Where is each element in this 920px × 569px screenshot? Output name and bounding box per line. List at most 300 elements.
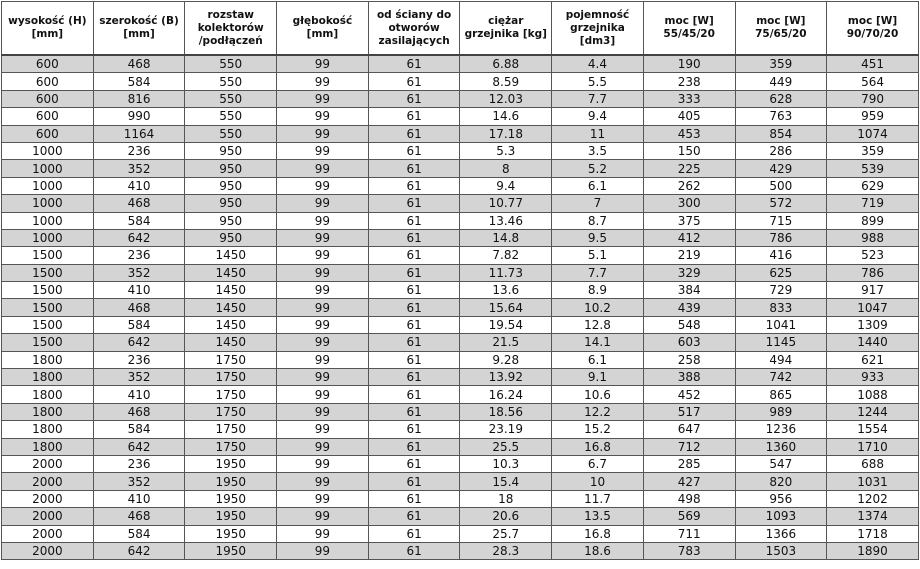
cell-collector-spacing: 550 (185, 90, 277, 107)
cell-capacity: 5.1 (552, 247, 644, 264)
cell-capacity: 8.7 (552, 212, 644, 229)
header-collector-spacing (185, 2, 277, 56)
cell-wall-distance: 61 (368, 542, 460, 559)
cell-power-90-70-20: 790 (827, 90, 919, 107)
cell-depth: 99 (277, 229, 369, 246)
cell-depth: 99 (277, 142, 369, 159)
table-row (2, 229, 919, 246)
cell-power-55-45-20: 603 (643, 334, 735, 351)
cell-power-75-65-20: 833 (735, 299, 827, 316)
table-row (2, 386, 919, 403)
cell-wall-distance: 61 (368, 334, 460, 351)
table-row (2, 55, 919, 73)
header-line: wysokość (H) (8, 15, 87, 27)
cell-capacity: 12.8 (552, 316, 644, 333)
cell-collector-spacing: 1450 (185, 334, 277, 351)
cell-power-55-45-20: 238 (643, 73, 735, 90)
cell-width: 642 (93, 438, 185, 455)
cell-width: 352 (93, 473, 185, 490)
cell-power-75-65-20: 763 (735, 108, 827, 125)
cell-power-90-70-20: 1718 (827, 525, 919, 542)
table-row (2, 282, 919, 299)
cell-collector-spacing: 1450 (185, 264, 277, 281)
cell-wall-distance: 61 (368, 108, 460, 125)
cell-power-75-65-20: 1236 (735, 421, 827, 438)
cell-depth: 99 (277, 212, 369, 229)
cell-power-75-65-20: 416 (735, 247, 827, 264)
cell-power-75-65-20: 625 (735, 264, 827, 281)
cell-weight: 8 (460, 160, 552, 177)
cell-power-90-70-20: 933 (827, 369, 919, 386)
table-row (2, 73, 919, 90)
cell-weight: 7.82 (460, 247, 552, 264)
table-row (2, 177, 919, 194)
cell-weight: 14.8 (460, 229, 552, 246)
radiator-spec-table (1, 1, 919, 560)
cell-width: 236 (93, 247, 185, 264)
cell-power-55-45-20: 384 (643, 282, 735, 299)
cell-wall-distance: 61 (368, 403, 460, 420)
cell-height: 1000 (2, 177, 94, 194)
cell-weight: 20.6 (460, 508, 552, 525)
cell-height: 600 (2, 90, 94, 107)
header-line: zasilających (378, 34, 450, 47)
cell-power-55-45-20: 569 (643, 508, 735, 525)
table-row (2, 542, 919, 559)
cell-wall-distance: 61 (368, 212, 460, 229)
table-row (2, 212, 919, 229)
cell-collector-spacing: 1950 (185, 508, 277, 525)
cell-power-75-65-20: 715 (735, 212, 827, 229)
table-row (2, 160, 919, 177)
cell-height: 600 (2, 73, 94, 90)
header-line: pojemność (565, 8, 630, 21)
cell-weight: 17.18 (460, 125, 552, 142)
cell-depth: 99 (277, 125, 369, 142)
cell-depth: 99 (277, 490, 369, 507)
header-line: 55/45/20 (663, 28, 715, 40)
cell-collector-spacing: 550 (185, 108, 277, 125)
cell-height: 1500 (2, 299, 94, 316)
cell-width: 410 (93, 490, 185, 507)
table-row (2, 90, 919, 107)
cell-wall-distance: 61 (368, 125, 460, 142)
cell-power-75-65-20: 1503 (735, 542, 827, 559)
cell-width: 816 (93, 90, 185, 107)
cell-weight: 13.6 (460, 282, 552, 299)
cell-weight: 13.46 (460, 212, 552, 229)
cell-height: 1800 (2, 421, 94, 438)
cell-width: 236 (93, 455, 185, 472)
cell-width: 642 (93, 334, 185, 351)
header-line: moc [W] (847, 15, 898, 27)
cell-power-55-45-20: 453 (643, 125, 735, 142)
cell-capacity: 6.7 (552, 455, 644, 472)
cell-height: 1800 (2, 386, 94, 403)
cell-wall-distance: 61 (368, 142, 460, 159)
cell-capacity: 10.2 (552, 299, 644, 316)
cell-power-55-45-20: 258 (643, 351, 735, 368)
cell-width: 468 (93, 195, 185, 212)
cell-wall-distance: 61 (368, 490, 460, 507)
cell-height: 1800 (2, 369, 94, 386)
cell-capacity: 4.4 (552, 55, 644, 73)
cell-wall-distance: 61 (368, 160, 460, 177)
cell-weight: 14.6 (460, 108, 552, 125)
cell-wall-distance: 61 (368, 369, 460, 386)
cell-weight: 15.4 (460, 473, 552, 490)
table-row (2, 316, 919, 333)
cell-power-75-65-20: 449 (735, 73, 827, 90)
cell-collector-spacing: 550 (185, 55, 277, 73)
cell-width: 236 (93, 142, 185, 159)
cell-capacity: 15.2 (552, 421, 644, 438)
cell-power-90-70-20: 1202 (827, 490, 919, 507)
cell-power-55-45-20: 439 (643, 299, 735, 316)
cell-depth: 99 (277, 264, 369, 281)
header-row (2, 2, 919, 56)
cell-capacity: 16.8 (552, 438, 644, 455)
cell-depth: 99 (277, 438, 369, 455)
header-line: [mm] (123, 28, 155, 40)
header-line: 75/65/20 (755, 28, 807, 40)
header-line: /podłączeń (198, 34, 263, 47)
cell-power-55-45-20: 711 (643, 525, 735, 542)
cell-depth: 99 (277, 160, 369, 177)
header-line: 90/70/20 (846, 28, 899, 40)
cell-power-75-65-20: 865 (735, 386, 827, 403)
cell-weight: 16.24 (460, 386, 552, 403)
cell-wall-distance: 61 (368, 525, 460, 542)
header-capacity (552, 2, 644, 56)
cell-capacity: 6.1 (552, 177, 644, 194)
cell-power-55-45-20: 783 (643, 542, 735, 559)
cell-width: 584 (93, 421, 185, 438)
cell-depth: 99 (277, 525, 369, 542)
cell-power-90-70-20: 1244 (827, 403, 919, 420)
cell-collector-spacing: 1950 (185, 525, 277, 542)
table-row (2, 438, 919, 455)
cell-power-75-65-20: 500 (735, 177, 827, 194)
cell-wall-distance: 61 (368, 195, 460, 212)
cell-depth: 99 (277, 299, 369, 316)
cell-width: 642 (93, 542, 185, 559)
cell-collector-spacing: 950 (185, 212, 277, 229)
cell-power-75-65-20: 572 (735, 195, 827, 212)
cell-height: 1000 (2, 212, 94, 229)
cell-power-55-45-20: 329 (643, 264, 735, 281)
cell-power-55-45-20: 388 (643, 369, 735, 386)
cell-depth: 99 (277, 108, 369, 125)
table-row (2, 473, 919, 490)
cell-height: 1500 (2, 316, 94, 333)
cell-height: 1500 (2, 282, 94, 299)
header-line: moc [W] (664, 15, 714, 27)
cell-capacity: 16.8 (552, 525, 644, 542)
cell-wall-distance: 61 (368, 73, 460, 90)
cell-power-90-70-20: 359 (827, 142, 919, 159)
cell-wall-distance: 61 (368, 386, 460, 403)
cell-width: 468 (93, 508, 185, 525)
cell-power-90-70-20: 959 (827, 108, 919, 125)
cell-weight: 18.56 (460, 403, 552, 420)
cell-capacity: 8.9 (552, 282, 644, 299)
header-line: [mm] (31, 28, 64, 40)
cell-wall-distance: 61 (368, 177, 460, 194)
header-power-55-45-20 (643, 2, 735, 56)
cell-depth: 99 (277, 282, 369, 299)
cell-collector-spacing: 1750 (185, 369, 277, 386)
cell-height: 600 (2, 125, 94, 142)
cell-power-90-70-20: 564 (827, 73, 919, 90)
cell-width: 990 (93, 108, 185, 125)
cell-power-90-70-20: 539 (827, 160, 919, 177)
cell-height: 600 (2, 55, 94, 73)
header-line: ciężar (488, 15, 524, 27)
cell-power-55-45-20: 333 (643, 90, 735, 107)
cell-wall-distance: 61 (368, 421, 460, 438)
cell-wall-distance: 61 (368, 247, 460, 264)
cell-power-90-70-20: 451 (827, 55, 919, 73)
cell-power-75-65-20: 429 (735, 160, 827, 177)
cell-height: 1500 (2, 247, 94, 264)
cell-capacity: 7 (552, 195, 644, 212)
cell-power-75-65-20: 628 (735, 90, 827, 107)
cell-depth: 99 (277, 55, 369, 73)
table-row (2, 351, 919, 368)
cell-collector-spacing: 950 (185, 177, 277, 194)
cell-width: 642 (93, 229, 185, 246)
header-depth (277, 2, 369, 56)
table-row (2, 125, 919, 142)
cell-capacity: 9.4 (552, 108, 644, 125)
cell-wall-distance: 61 (368, 508, 460, 525)
cell-power-90-70-20: 688 (827, 455, 919, 472)
cell-capacity: 5.5 (552, 73, 644, 90)
table-row (2, 525, 919, 542)
header-line: głębokość (292, 15, 353, 27)
cell-power-55-45-20: 225 (643, 160, 735, 177)
cell-power-55-45-20: 412 (643, 229, 735, 246)
cell-power-90-70-20: 1088 (827, 386, 919, 403)
cell-power-90-70-20: 786 (827, 264, 919, 281)
header-height (2, 2, 94, 56)
cell-collector-spacing: 1450 (185, 247, 277, 264)
cell-power-90-70-20: 1309 (827, 316, 919, 333)
cell-power-55-45-20: 285 (643, 455, 735, 472)
cell-width: 236 (93, 351, 185, 368)
table-row (2, 421, 919, 438)
cell-height: 1000 (2, 195, 94, 212)
table-row (2, 508, 919, 525)
cell-capacity: 10 (552, 473, 644, 490)
cell-power-75-65-20: 742 (735, 369, 827, 386)
cell-depth: 99 (277, 90, 369, 107)
cell-power-90-70-20: 917 (827, 282, 919, 299)
cell-depth: 99 (277, 369, 369, 386)
cell-collector-spacing: 950 (185, 142, 277, 159)
cell-height: 2000 (2, 455, 94, 472)
cell-width: 468 (93, 403, 185, 420)
cell-width: 584 (93, 212, 185, 229)
cell-depth: 99 (277, 351, 369, 368)
cell-power-55-45-20: 262 (643, 177, 735, 194)
cell-width: 352 (93, 369, 185, 386)
cell-width: 410 (93, 386, 185, 403)
cell-power-75-65-20: 1041 (735, 316, 827, 333)
header-line: grzejnika (570, 21, 625, 34)
cell-height: 1800 (2, 403, 94, 420)
cell-weight: 18 (460, 490, 552, 507)
cell-capacity: 7.7 (552, 90, 644, 107)
cell-depth: 99 (277, 73, 369, 90)
cell-width: 410 (93, 282, 185, 299)
cell-power-55-45-20: 498 (643, 490, 735, 507)
cell-power-75-65-20: 989 (735, 403, 827, 420)
cell-weight: 25.5 (460, 438, 552, 455)
cell-weight: 9.28 (460, 351, 552, 368)
cell-capacity: 13.5 (552, 508, 644, 525)
cell-width: 584 (93, 73, 185, 90)
cell-capacity: 9.5 (552, 229, 644, 246)
cell-capacity: 11.7 (552, 490, 644, 507)
cell-wall-distance: 61 (368, 55, 460, 73)
table-row (2, 264, 919, 281)
table-row (2, 195, 919, 212)
table-row (2, 490, 919, 507)
cell-power-75-65-20: 820 (735, 473, 827, 490)
cell-height: 1800 (2, 351, 94, 368)
cell-collector-spacing: 1750 (185, 438, 277, 455)
cell-weight: 15.64 (460, 299, 552, 316)
cell-height: 2000 (2, 508, 94, 525)
cell-capacity: 18.6 (552, 542, 644, 559)
cell-power-55-45-20: 712 (643, 438, 735, 455)
cell-power-90-70-20: 1890 (827, 542, 919, 559)
cell-weight: 10.77 (460, 195, 552, 212)
cell-capacity: 11 (552, 125, 644, 142)
cell-power-75-65-20: 854 (735, 125, 827, 142)
cell-collector-spacing: 1950 (185, 542, 277, 559)
cell-collector-spacing: 950 (185, 160, 277, 177)
cell-weight: 23.19 (460, 421, 552, 438)
cell-height: 1500 (2, 334, 94, 351)
cell-power-55-45-20: 190 (643, 55, 735, 73)
header-width (93, 2, 185, 56)
cell-capacity: 5.2 (552, 160, 644, 177)
cell-height: 1000 (2, 229, 94, 246)
table-header (2, 2, 919, 56)
table-row (2, 247, 919, 264)
cell-height: 600 (2, 108, 94, 125)
cell-power-75-65-20: 1145 (735, 334, 827, 351)
cell-width: 352 (93, 264, 185, 281)
cell-width: 468 (93, 299, 185, 316)
cell-capacity: 6.1 (552, 351, 644, 368)
cell-power-75-65-20: 286 (735, 142, 827, 159)
cell-power-75-65-20: 729 (735, 282, 827, 299)
cell-height: 1800 (2, 438, 94, 455)
cell-collector-spacing: 1750 (185, 386, 277, 403)
cell-weight: 12.03 (460, 90, 552, 107)
cell-power-90-70-20: 1047 (827, 299, 919, 316)
cell-wall-distance: 61 (368, 264, 460, 281)
cell-height: 2000 (2, 542, 94, 559)
cell-capacity: 3.5 (552, 142, 644, 159)
cell-width: 1164 (93, 125, 185, 142)
header-line: moc [W] (756, 15, 806, 27)
header-line: [dm3] (579, 34, 616, 47)
table-body (2, 55, 919, 560)
cell-collector-spacing: 550 (185, 125, 277, 142)
cell-weight: 19.54 (460, 316, 552, 333)
cell-power-55-45-20: 150 (643, 142, 735, 159)
header-line: od ściany do (376, 8, 452, 21)
cell-power-90-70-20: 523 (827, 247, 919, 264)
cell-collector-spacing: 1750 (185, 421, 277, 438)
cell-collector-spacing: 950 (185, 195, 277, 212)
cell-collector-spacing: 1950 (185, 455, 277, 472)
header-line: [mm] (306, 28, 339, 40)
header-power-75-65-20 (735, 2, 827, 56)
cell-power-55-45-20: 452 (643, 386, 735, 403)
cell-collector-spacing: 550 (185, 73, 277, 90)
cell-power-55-45-20: 219 (643, 247, 735, 264)
cell-wall-distance: 61 (368, 473, 460, 490)
cell-weight: 13.92 (460, 369, 552, 386)
cell-height: 1000 (2, 142, 94, 159)
cell-wall-distance: 61 (368, 351, 460, 368)
header-line: kolektorów (197, 21, 264, 34)
cell-depth: 99 (277, 247, 369, 264)
cell-power-55-45-20: 375 (643, 212, 735, 229)
cell-wall-distance: 61 (368, 438, 460, 455)
cell-capacity: 7.7 (552, 264, 644, 281)
cell-collector-spacing: 1750 (185, 351, 277, 368)
cell-power-75-65-20: 1093 (735, 508, 827, 525)
cell-capacity: 9.1 (552, 369, 644, 386)
cell-height: 1500 (2, 264, 94, 281)
cell-power-75-65-20: 359 (735, 55, 827, 73)
cell-width: 468 (93, 55, 185, 73)
cell-weight: 21.5 (460, 334, 552, 351)
cell-collector-spacing: 1950 (185, 490, 277, 507)
cell-weight: 6.88 (460, 55, 552, 73)
cell-height: 2000 (2, 525, 94, 542)
cell-depth: 99 (277, 421, 369, 438)
cell-depth: 99 (277, 473, 369, 490)
cell-power-90-70-20: 629 (827, 177, 919, 194)
table-row (2, 334, 919, 351)
cell-weight: 28.3 (460, 542, 552, 559)
cell-width: 352 (93, 160, 185, 177)
cell-collector-spacing: 950 (185, 229, 277, 246)
cell-collector-spacing: 1450 (185, 316, 277, 333)
cell-power-90-70-20: 1710 (827, 438, 919, 455)
cell-height: 1000 (2, 160, 94, 177)
cell-width: 584 (93, 316, 185, 333)
table-row (2, 455, 919, 472)
cell-power-75-65-20: 1360 (735, 438, 827, 455)
cell-power-55-45-20: 405 (643, 108, 735, 125)
cell-depth: 99 (277, 542, 369, 559)
cell-depth: 99 (277, 508, 369, 525)
cell-capacity: 12.2 (552, 403, 644, 420)
cell-power-75-65-20: 1366 (735, 525, 827, 542)
cell-depth: 99 (277, 195, 369, 212)
cell-depth: 99 (277, 334, 369, 351)
cell-power-90-70-20: 1374 (827, 508, 919, 525)
